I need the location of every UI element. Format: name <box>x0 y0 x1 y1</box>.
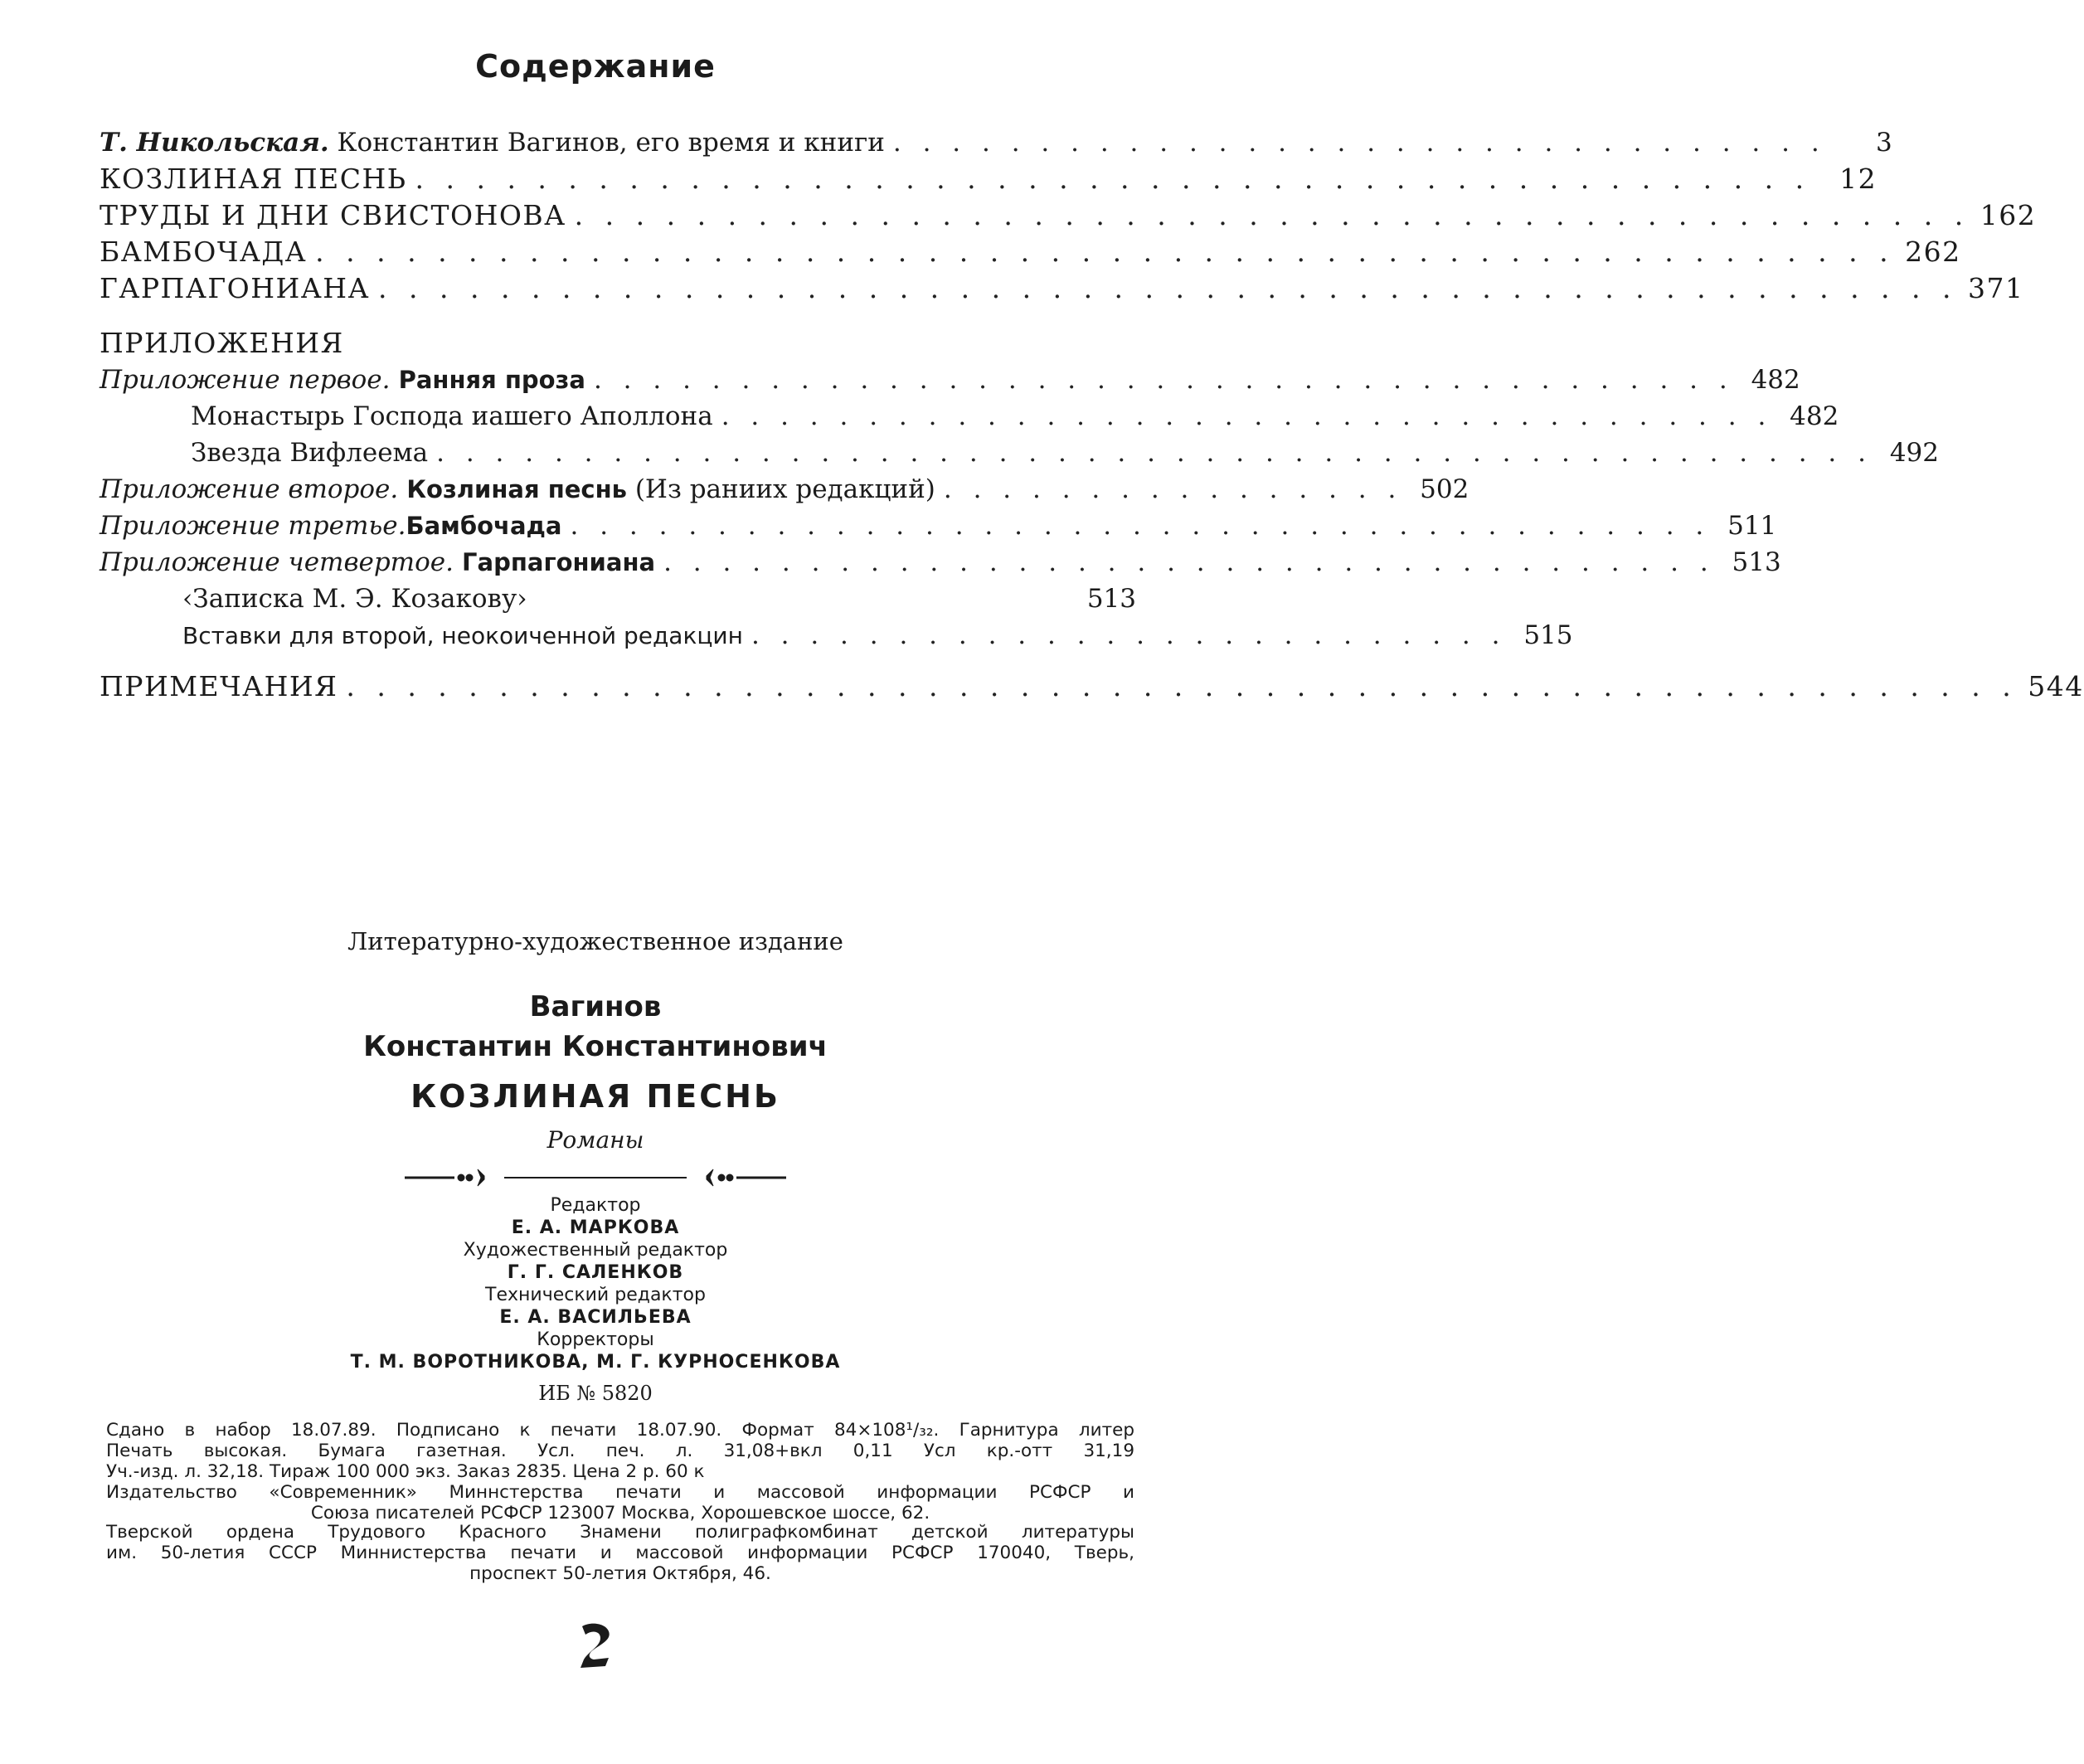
appendix-heading: ПРИЛОЖЕНИЯ <box>100 327 344 359</box>
toc-entry <box>100 435 1939 471</box>
toc-entry-label: Козлиная песнь <box>398 475 627 503</box>
toc-page-number: 544 <box>2028 670 2084 702</box>
print-details-line: Уч.-изд. л. 32,18. Тираж 100 000 экз. Заказ 2835. Цена 2 р. 60 к <box>106 1461 705 1482</box>
toc-page-number: 513 <box>1732 547 1781 577</box>
toc-entry-prefix: Приложение третье. <box>100 511 406 541</box>
table-of-contents <box>100 124 2084 705</box>
toc-entry <box>100 544 1781 581</box>
printer-details <box>106 1522 1134 1584</box>
toc-page-number: 3 <box>1875 128 1892 158</box>
toc-entry <box>100 617 1573 654</box>
author-block <box>0 987 1191 1067</box>
toc-entry-prefix: Приложение второе. <box>100 474 399 504</box>
staff-name: Г. Г. САЛЕНКОВ <box>507 1262 684 1283</box>
toc-page-number: 511 <box>1727 511 1777 541</box>
leader-dots: . . . . . . . . . . . . . . . . . . . . . . . . . . . . . . . . . . . . . . . <box>593 365 1734 395</box>
toc-page-number: 162 <box>1980 199 2037 231</box>
toc-entry <box>100 124 1892 161</box>
toc-entry <box>100 398 1839 435</box>
toc-entry-label: Звезда Вифлеема <box>191 438 429 468</box>
toc-entry-label: Гарпагониана <box>453 548 656 576</box>
toc-entry-label: Монастырь Господа иашего Аполлона <box>191 401 713 431</box>
leader-dots: . . . . . . . . . . . . . . . . . . . . . . . . . . . . . . . . . . . . . . . . . . . . . . . . . . . . <box>315 236 1895 268</box>
toc-page-number: 513 <box>1086 584 1136 614</box>
staff-role: Технический редактор <box>485 1285 706 1305</box>
toc-entry-label: Ранняя проза <box>390 366 585 394</box>
divider-ornament <box>0 1161 1191 1194</box>
toc-entry <box>100 581 1136 617</box>
toc-entry <box>100 362 1800 398</box>
toc-entry <box>100 270 2024 307</box>
leader-dots: . . . . . . . . . . . . . . . . . . . . . . . . . . . . . . . . . . . . . . . . . . . . . . <box>574 199 1970 231</box>
staff-role: Художественный редактор <box>463 1240 728 1261</box>
author-given-name: Константин Константинович <box>363 1030 828 1063</box>
staff-name: Е. А. ВАСИЛЬЕВА <box>499 1307 692 1328</box>
toc-page-number: 482 <box>1751 365 1800 395</box>
toc-entry <box>100 508 1777 544</box>
leader-dots: . . . . . . . . . . . . . . . . . . . . . . . . . . . . . . . . . . . . . . . . . . . . . . . . . <box>436 438 1873 468</box>
staff-credits <box>0 1194 1191 1373</box>
toc-entry-label: Константин Вагинов, его время и книги <box>328 128 885 158</box>
print-details-line: Союза писателей РСФСР 123007 Москва, Хорошевское шоссе, 62. <box>310 1503 930 1523</box>
ornament-icon <box>405 1161 786 1194</box>
leader-dots: . . . . . . . . . . . . . . . . . . . . . . . . . . . . . . . . . . . . <box>663 547 1715 577</box>
leader-dots: . . . . . . . . . . . . . . . . . . . . . . . . . . <box>751 620 1507 650</box>
toc-page-number: 502 <box>1420 474 1469 504</box>
toc-title: Содержание <box>475 48 716 85</box>
toc-entry-author: Т. Никольская. <box>100 128 329 158</box>
toc-entry <box>100 197 2037 234</box>
toc-page-number: 262 <box>1905 236 1961 268</box>
print-details-line: Издательство «Современник» Миннстерства печати и массовой информации РСФСР и <box>106 1482 1134 1503</box>
toc-entry <box>100 471 1469 508</box>
leader-dots: . . . . . . . . . . . . . . . . <box>943 474 1403 504</box>
toc-entry-label: ГАРПАГОНИАНА <box>100 272 371 304</box>
toc-page-number: 371 <box>1968 272 2024 304</box>
edition-type: Литературно-художественное издание <box>347 927 843 955</box>
toc-entry-label: БАМБОЧАДА <box>100 236 308 268</box>
leader-dots: . . . . . . . . . . . . . . . . . . . . . . . . . . . . . . . . . . . . . . . <box>570 511 1711 541</box>
toc-entry-label: КОЗЛИНАЯ ПЕСНЬ <box>100 163 407 195</box>
ib-number: ИБ № 5820 <box>538 1382 653 1405</box>
toc-page-number: 492 <box>1889 438 1939 468</box>
toc-entry-label: Вставки для второй, неокоиченной редакцин <box>182 622 743 649</box>
staff-role: Корректоры <box>537 1329 654 1350</box>
leader-dots: . . . . . . . . . . . . . . . . . . . . . . . . . . . . . . . . . . . . . . . . . . . . . . . . . . . . <box>378 272 1958 304</box>
leader-dots: . . . . . . . . . . . . . . . . . . . . . . . . . . . . . . . . . . . . . . . . . . . . . . . . . . . . . . . <box>346 670 2018 702</box>
toc-entry-prefix: Приложение первое. <box>100 365 391 395</box>
author-surname: Вагинов <box>529 990 662 1023</box>
toc-entry-label: ‹Записка М. Э. Козакову› <box>182 584 527 614</box>
toc-page-number: 12 <box>1839 163 1878 195</box>
printer-details-line: им. 50-летия СССР Миннистерства печати и массовой информации РСФСР 170040, Тверь, <box>106 1543 1134 1563</box>
leader-dots: . . . . . . . . . . . . . . . . . . . . . . . . . . . . . . . . . . . . <box>721 401 1773 431</box>
printer-details-line: Тверской ордена Трудового Красного Знамени полиграфкомбинат детской литературы <box>106 1522 1134 1543</box>
toc-page-number: 482 <box>1790 401 1839 431</box>
leader-dots: . . . . . . . . . . . . . . . . . . . . . . . . . . . . . . . . <box>892 128 1826 158</box>
leader-dots: . . . . . . . . . . . . . . . . . . . . . . . . . . . . . . . . . . . . . . . . . . . . . . <box>415 163 1811 195</box>
toc-entry-label: ПРИМЕЧАНИЯ <box>100 670 338 702</box>
staff-name: Е. А. МАРКОВА <box>511 1217 680 1238</box>
toc-entry-suffix: (Из раниих редакций) <box>626 474 935 504</box>
print-details-line: Сдано в набор 18.07.89. Подписано к печати 18.07.90. Формат 84×108¹/₃₂. Гарнитура литер <box>106 1420 1134 1441</box>
publisher-logo-icon <box>576 1621 617 1671</box>
toc-entry <box>100 668 2084 705</box>
toc-entry <box>100 161 1878 197</box>
staff-role: Редактор <box>550 1195 641 1216</box>
print-details <box>106 1420 1134 1523</box>
toc-entry-label: ТРУДЫ И ДНИ СВИСТОНОВА <box>100 199 566 231</box>
toc-entry-label: Бамбочада <box>406 512 562 540</box>
toc-entry-prefix: Приложение четвертое. <box>100 547 454 577</box>
toc-entry <box>100 234 1961 270</box>
toc-page-number: 515 <box>1523 620 1573 650</box>
print-details-line: Печать высокая. Бумага газетная. Усл. печ. л. 31,08+вкл 0,11 Усл кр.-отт 31,19 <box>106 1441 1134 1461</box>
staff-name: Т. М. ВОРОТНИКОВА, М. Г. КУРНОСЕНКОВА <box>350 1352 841 1373</box>
book-title: КОЗЛИНАЯ ПЕСНЬ <box>410 1078 780 1115</box>
book-genre: Романы <box>547 1126 644 1154</box>
printer-details-line: проспект 50-летия Октября, 46. <box>469 1563 771 1584</box>
